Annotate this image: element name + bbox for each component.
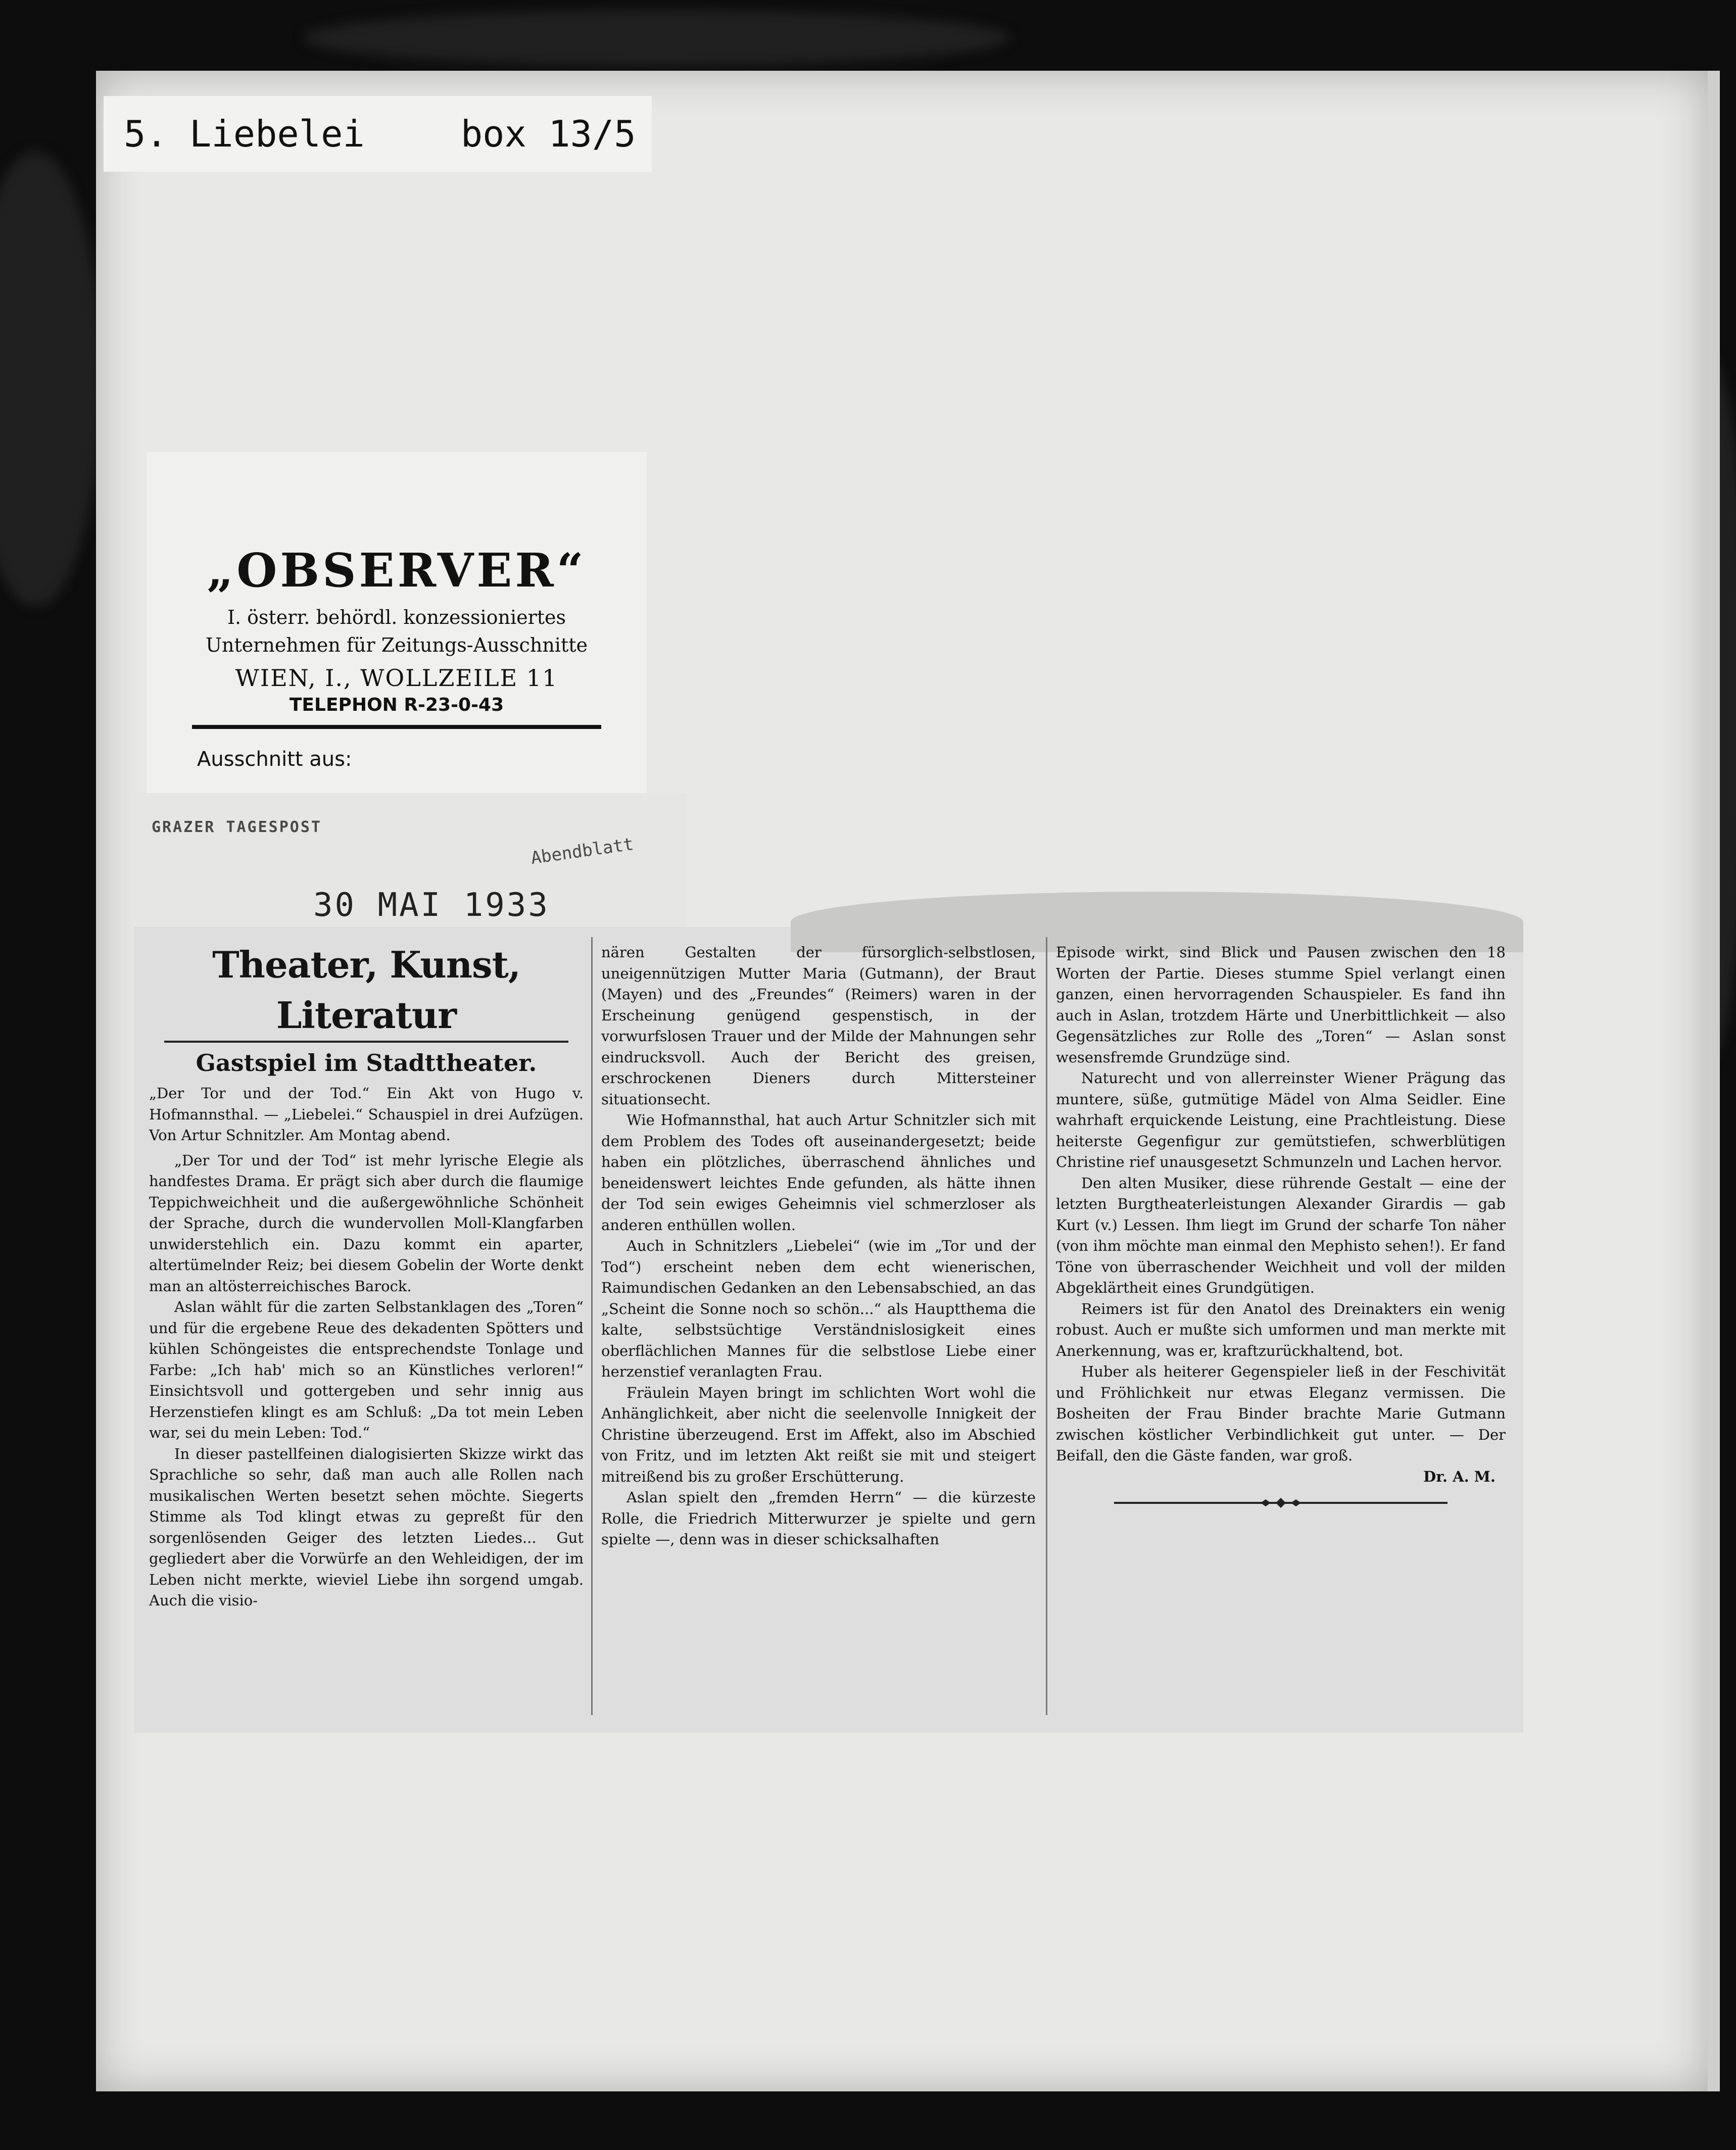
paragraph: Naturecht und von allerreinster Wiener Prägung das muntere, süße, gutmütige Mädel von Alma Seidler. Eine wahrhaft erquickende Leistung, eine Prachtleistung. Diese heiterste Gegenfigur zur gemütstiefen, schwerblütigen Christine rief unausgesetzt Schmunzeln und Lachen hervor.	[1056, 1069, 1506, 1170]
paragraph: Den alten Musiker, diese rührende Gestalt — eine der letzten Burgtheaterleistungen Alexander Girardis — gab Kurt (v.) Lessen. Ihm liegt im Grund der scharfe Ton näher (von ihm möchte man einmal den Mephisto sehen!). Er fand Töne von überraschender Weichheit und voll der milden Abgeklärtheit eines Grundgütigen.	[1056, 1174, 1506, 1296]
paragraph: Wie Hofmannsthal, hat auch Artur Schnitzler sich mit dem Problem des Todes oft auseinandergesetzt; beide haben ein plötzliches, überraschend ähnliches und beneidenswert leichtes Ende gefunden, als hätte ihnen der Tod sein ewiges Geheimnis viel schmerzloser als anderen enthüllen wollen.	[601, 1111, 1036, 1234]
article-column-3	[1056, 942, 1506, 1510]
observer-rule	[192, 725, 601, 729]
paragraph: Aslan wählt für die zarten Selbstanklagen des „Toren“ und für die ergebene Reue des dekadenten Spötters und kühlen Schöngeistes die entsprechendste Tonlage und Farbe: „Ich hab' mich so an Künstliches verloren!“ Einsichtsvoll und gottergeben und sehr innig aus Herzenstiefen klingt es am Schluß: „Da tot mein Leben war, sei du mein Leben: Tod.“	[149, 1298, 584, 1441]
paragraph: In dieser pastellfeinen dialogisierten Skizze wirkt das Sprachliche so sehr, daß man auch alle Rollen nach musikalischen Werten besetzt sehen möchte. Siegerts Stimme als Tod klingt etwas zu gepreßt für den sorgenlösenden Geiger des letzten Liedes... Gut gegliedert aber die Vorwürfe an den Wehleidigen, der im Leben nicht merkte, wieviel Liebe ihn sorgend umgab. Auch die visio-	[149, 1445, 584, 1609]
article-headline: Gastspiel im Stadttheater.	[196, 1049, 537, 1077]
article-subhead: „Der Tor und der Tod.“ Ein Akt von Hugo v. Hofmannsthal. — „Liebelei.“ Schauspiel in drei Aufzügen. Von Artur Schnitzler. Am Montag abend.	[149, 1085, 584, 1144]
source-stamp	[131, 793, 687, 935]
source-date: 30 MAI 1933	[313, 887, 550, 924]
box-number: box 13/5	[460, 113, 636, 155]
observer-name: „OBSERVER“	[207, 543, 587, 598]
background-streak	[303, 10, 1010, 66]
source-paper: GRAZER TAGESPOST	[152, 818, 322, 836]
observer-line1: I. österr. behördl. konzessioniertes	[227, 606, 566, 628]
ausschnitt-label: Ausschnitt aus:	[197, 748, 352, 771]
observer-line2: Unternehmen für Zeitungs-Ausschnitte	[206, 634, 588, 656]
observer-clipping-stamp	[147, 452, 647, 793]
observer-telephone: TELEPHON R-23-0-43	[289, 695, 504, 715]
paragraph: Auch in Schnitzlers „Liebelei“ (wie im „Tor und der Tod“) erscheint neben dem echt wienerischen, Raimundischen Gedanken an den Lebensabschied, an das „Scheint die Sonne noch so schön...“ als Hauptthema die kalte, selbstsüchtige Verständnislosigkeit eines oberflächlichen Mannes für die selbstlose Liebe einer herzenstief veranlagten Frau.	[601, 1237, 1036, 1380]
article-column-2	[601, 942, 1036, 1550]
column-divider	[591, 937, 593, 1715]
sheet-edge	[1708, 71, 1720, 2091]
paragraph: nären Gestalten der fürsorglich-selbstlosen, uneigennützigen Mutter Maria (Gutmann), der Braut (Mayen) und des „Freundes“ (Reimers) waren in der Erscheinung genügend gespenstisch, in der vorwurfslosen Trauer und der Milde der Mahnungen sehr eindrucksvoll. Auch der Bericht des greisen, erschrockenen Dieners durch Mittersteiner situationsecht.	[601, 944, 1036, 1108]
paragraph: Aslan spielt den „fremden Herrn“ — die kürzeste Rolle, die Friedrich Mitterwurzer je spielte und gern spielte —, denn was in dieser schicksalhaften	[601, 1489, 1036, 1548]
column-divider	[1046, 937, 1047, 1715]
end-ornament-icon	[1109, 1495, 1453, 1510]
collection-reference: 5. Liebelei	[124, 113, 365, 155]
newspaper-clipping	[134, 927, 1523, 1733]
source-edition: Abendblatt	[529, 834, 635, 869]
archive-label	[104, 96, 652, 172]
paragraph: Huber als heiterer Gegenspieler ließ in der Feschivität und Fröhlichkeit nur etwas Eleganz vermissen. Die Bosheiten der Frau Binder brachte Marie Gutmann zwischen köstlicher Verbindlichkeit gut unter. — Der Beifall, den die Gäste fanden, war groß.	[1056, 1363, 1506, 1464]
article-column-1	[149, 942, 584, 1611]
observer-address: WIEN, I., WOLLZEILE 11	[235, 664, 558, 692]
article-signature: Dr. A. M.	[1423, 1468, 1496, 1485]
headline-rule	[164, 1041, 568, 1043]
paragraph: Reimers ist für den Anatol des Dreinakters ein wenig robust. Auch er mußte sich umformen und man merkte mit Anerkennung, was er, kraftzurückhaltend, bot.	[1056, 1300, 1506, 1359]
background-streak	[0, 152, 101, 606]
paragraph: Episode wirkt, sind Blick und Pausen zwischen den 18 Worten der Partie. Dieses stumme Spiel verlangt einen ganzen, einen hervorragenden Schauspieler. Es fand ihn auch in Aslan, trotzdem Härte und Unerbittlichkeit — also Gegensätzliches zur Rolle des „Toren“ — Aslan sonst wesensfremde Grundzüge sind.	[1056, 944, 1506, 1066]
paragraph: Fräulein Mayen bringt im schlichten Wort wohl die Anhänglichkeit, aber nicht die seelenvolle Innigkeit der Christine überzeugend. Erst im Affekt, also im Abschied von Fritz, und im letzten Akt reißt sie mit und steigert mitreißend bis zu großer Erschütterung.	[601, 1384, 1036, 1485]
paragraph: „Der Tor und der Tod“ ist mehr lyrische Elegie als handfestes Drama. Er prägt sich aber durch die flaumige Teppichweichheit und die außergewöhnliche Schönheit der Sprache, durch die wundervollen Moll-Klangfarben unwiderstehlich ein. Dazu kommt ein aparter, altertümelnder Reiz; bei diesem Gobelin der Worte denkt man an altösterreichisches Barock.	[149, 1151, 584, 1295]
section-title: Theater, Kunst, Literatur	[212, 943, 520, 1037]
